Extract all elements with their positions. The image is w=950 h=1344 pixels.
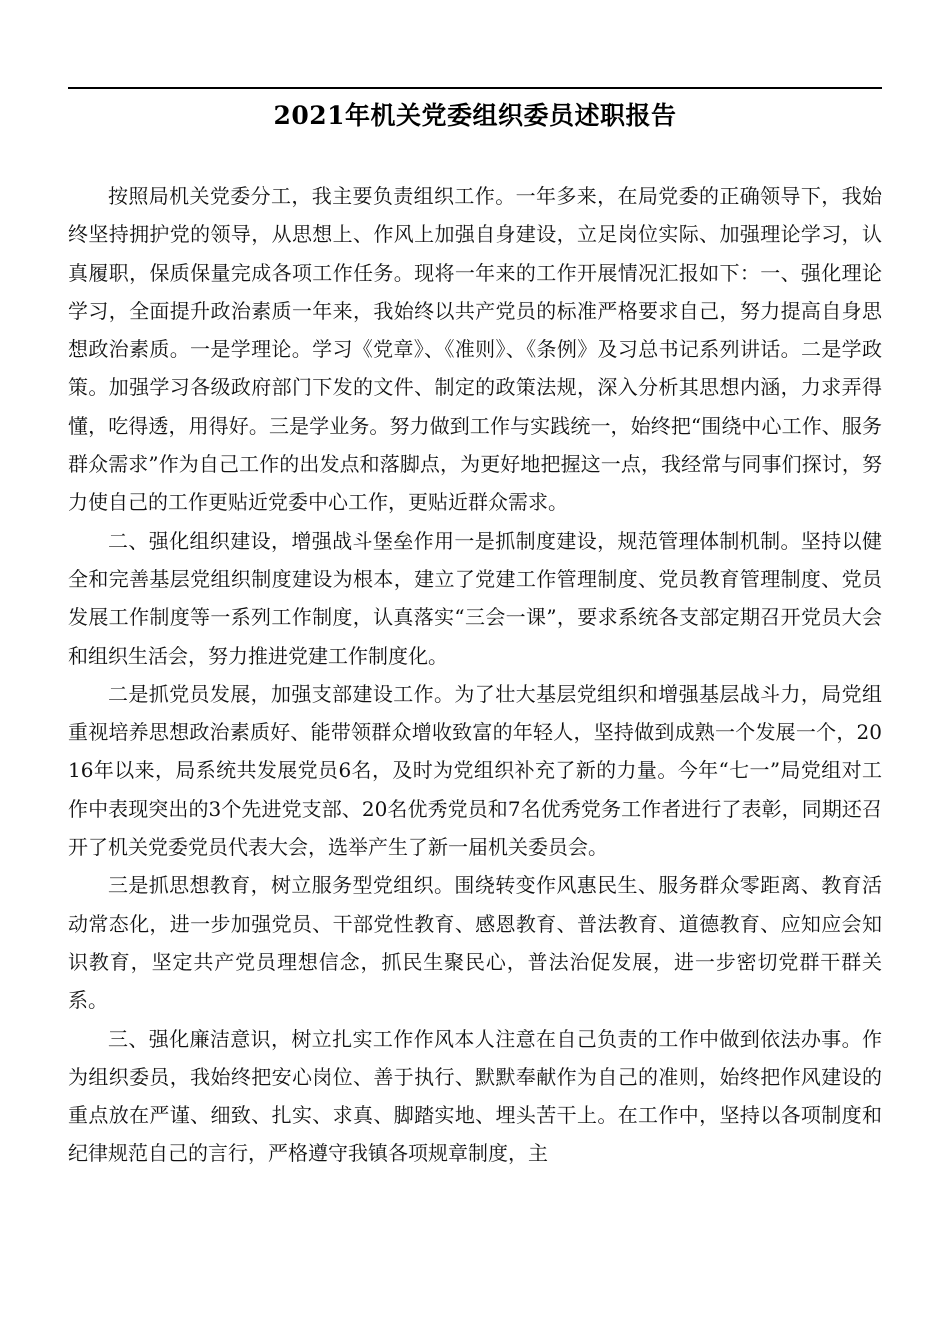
paragraph-1: 按照局机关党委分工，我主要负责组织工作。一年多来，在局党委的正确领导下，我始终坚持拥护党的领导，从思想上、作风上加强自身建设，立足岗位实际、加强理论学习，认真履职，保质保量完成各项工作任务。现将一年来的工作开展情况汇报如下：一、强化理论学习，全面提升政治素质一年来，我始终以共产党员的标准严格要求自己，努力提高自身思想政治素质。一是学理论。学习《党章》、《准则》、《条例》及习总书记系列讲话。二是学政策。加强学习各级政府部门下发的文件、制定的政策法规，深入分析其思想内涵，力求弄得懂，吃得透，用得好。三是学业务。努力做到工作与实践统一，始终把“围绕中心工作、服务群众需求”作为自己工作的出发点和落脚点，为更好地把握这一点，我经常与同事们探讨，努力使自己的工作更贴近党委中心工作，更贴近群众需求。: [68, 184, 882, 515]
paragraph-5: 三、强化廉洁意识，树立扎实工作作风本人注意在自己负责的工作中做到依法办事。作为组织委员，我始终把安心岗位、善于执行、默默奉献作为自己的准则，始终把作风建设的重点放在严谨、细致、扎实、求真、脚踏实地、埋头苦干上。在工作中，坚持以各项制度和纪律规范自己的言行，严格遵守我镇各项规章制度，主: [68, 1026, 882, 1166]
paragraph-2: 二、强化组织建设，增强战斗堡垒作用一是抓制度建设，规范管理体制机制。坚持以健全和完善基层党组织制度建设为根本，建立了党建工作管理制度、党员教育管理制度、党员发展工作制度等一系列工作制度，认真落实“三会一课”，要求系统各支部定期召开党员大会和组织生活会，努力推进党建工作制度化。: [68, 528, 882, 668]
paragraph-4: 三是抓思想教育，树立服务型党组织。围绕转变作风惠民生、服务群众零距离、教育活动常态化，进一步加强党员、干部党性教育、感恩教育、普法教育、道德教育、应知应会知识教育，坚定共产党员理想信念，抓民生聚民心，普法治促发展，进一步密切党群干群关系。: [68, 873, 882, 1013]
paragraph-3: 二是抓党员发展，加强支部建设工作。为了壮大基层党组织和增强基层战斗力，局党组重视培养思想政治素质好、能带领群众增收致富的年轻人，坚持做到成熟一个发展一个，2016年以来，局系统共发展党员6名，及时为党组织补充了新的力量。今年“七一”局党组对工作中表现突出的3个先进党支部、20名优秀党员和7名优秀党务工作者进行了表彰，同期还召开了机关党委党员代表大会，选举产生了新一届机关委员会。: [68, 681, 882, 860]
document-body: [68, 177, 882, 1173]
page-title: 2021年机关党委组织委员述职报告: [273, 101, 677, 130]
header-rule: [68, 87, 882, 89]
